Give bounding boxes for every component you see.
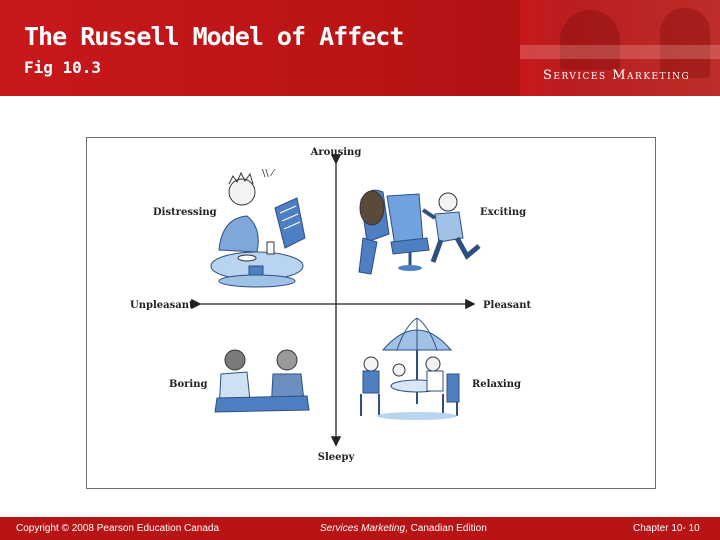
- distressing-illustration: [211, 168, 305, 287]
- quadrant-label-exciting: Exciting: [480, 207, 527, 218]
- diagram-canvas: [87, 138, 655, 488]
- svg-text:\\ ⁄: \\ ⁄: [262, 168, 274, 179]
- footer-bar: [0, 517, 720, 540]
- quadrant-label-relaxing: Relaxing: [472, 379, 521, 390]
- footer-book-italic: Services Marketing: [320, 523, 406, 534]
- footer-copyright: Copyright © 2008 Pearson Education Canada: [16, 523, 220, 534]
- axis-label-sleepy: Sleepy: [317, 452, 355, 463]
- axis-label-pleasant: Pleasant: [483, 300, 532, 311]
- quadrant-label-boring: Boring: [169, 379, 208, 390]
- footer-book-title: [320, 523, 487, 534]
- boring-illustration: [215, 350, 309, 412]
- slide-title: The Russell Model of Affect: [24, 22, 404, 51]
- footer-page-number: Chapter 10- 10: [633, 523, 700, 534]
- footer-book-rest: , Canadian Edition: [405, 523, 487, 534]
- axis-label-unpleasant: Unpleasant: [130, 300, 194, 311]
- axis-label-arousing: Arousing: [310, 147, 362, 158]
- quadrant-label-distressing: Distressing: [153, 207, 217, 218]
- brand-logo: Services Marketing: [543, 68, 691, 83]
- exciting-illustration: [359, 190, 479, 274]
- russell-affect-diagram: [86, 137, 656, 489]
- slide-subtitle: Fig 10.3: [24, 58, 102, 77]
- header-banner: [0, 0, 720, 96]
- relaxing-illustration: [361, 318, 459, 420]
